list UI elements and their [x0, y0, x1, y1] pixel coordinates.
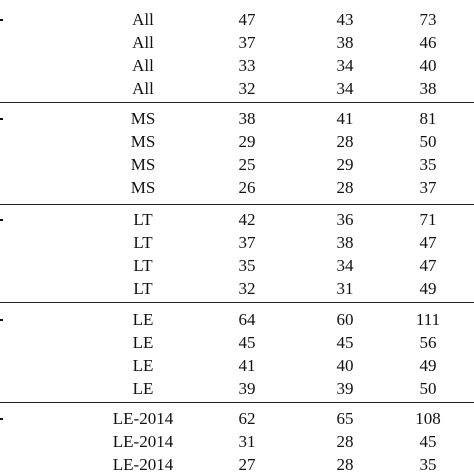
method-cell: LE-2014 — [112, 409, 174, 428]
value-cell-1: 47 — [238, 10, 256, 29]
table-group-lt — [0, 208, 474, 300]
value-cell-2: 34 — [336, 256, 354, 275]
table-group-le — [0, 308, 474, 400]
row-marker — [0, 219, 3, 221]
table-row — [0, 331, 474, 354]
method-cell: MS — [130, 132, 156, 151]
group-divider — [0, 102, 474, 103]
value-cell-2: 38 — [336, 33, 354, 52]
method-cell: LT — [133, 233, 153, 252]
value-cell-3: 49 — [419, 356, 437, 375]
table-group-le-2014 — [0, 407, 474, 474]
value-cell-1: 37 — [238, 33, 256, 52]
table-row — [0, 208, 474, 231]
value-cell-2: 40 — [336, 356, 354, 375]
table-row — [0, 8, 474, 31]
value-cell-2: 28 — [336, 455, 354, 474]
value-cell-1: 26 — [238, 178, 256, 197]
method-cell: LE-2014 — [112, 432, 174, 451]
method-cell: LE — [132, 310, 154, 329]
value-cell-1: 32 — [238, 279, 256, 298]
method-cell: LE-2014 — [112, 455, 174, 474]
value-cell-3: 37 — [419, 178, 437, 197]
value-cell-3: 111 — [415, 310, 441, 329]
method-cell: LE — [132, 379, 154, 398]
value-cell-3: 73 — [419, 10, 437, 29]
value-cell-2: 36 — [336, 210, 354, 229]
value-cell-2: 60 — [336, 310, 354, 329]
group-divider — [0, 402, 474, 403]
table-row — [0, 231, 474, 254]
table-row — [0, 377, 474, 400]
value-cell-3: 108 — [415, 409, 441, 428]
row-marker — [0, 319, 3, 321]
method-cell: All — [132, 56, 154, 75]
value-cell-3: 50 — [419, 132, 437, 151]
table-row — [0, 354, 474, 377]
table-row — [0, 430, 474, 453]
value-cell-2: 31 — [336, 279, 354, 298]
value-cell-1: 41 — [238, 356, 256, 375]
value-cell-3: 47 — [419, 233, 437, 252]
value-cell-1: 62 — [238, 409, 256, 428]
group-divider — [0, 302, 474, 303]
value-cell-2: 38 — [336, 233, 354, 252]
method-cell: LT — [133, 279, 153, 298]
row-marker — [0, 118, 3, 120]
value-cell-1: 27 — [238, 455, 256, 474]
table-row — [0, 277, 474, 300]
value-cell-2: 29 — [336, 155, 354, 174]
value-cell-2: 39 — [336, 379, 354, 398]
method-cell: All — [132, 10, 154, 29]
table-row — [0, 31, 474, 54]
value-cell-2: 65 — [336, 409, 354, 428]
value-cell-2: 41 — [336, 109, 354, 128]
method-cell: LE — [132, 333, 154, 352]
method-cell: All — [132, 33, 154, 52]
table-row — [0, 153, 474, 176]
value-cell-1: 42 — [238, 210, 256, 229]
value-cell-3: 71 — [419, 210, 437, 229]
table-row — [0, 308, 474, 331]
table-row — [0, 453, 474, 474]
value-cell-3: 47 — [419, 256, 437, 275]
value-cell-2: 34 — [336, 56, 354, 75]
value-cell-3: 50 — [419, 379, 437, 398]
value-cell-3: 35 — [419, 455, 437, 474]
value-cell-1: 64 — [238, 310, 256, 329]
value-cell-2: 45 — [336, 333, 354, 352]
value-cell-2: 28 — [336, 132, 354, 151]
table-row — [0, 107, 474, 130]
value-cell-1: 32 — [238, 79, 256, 98]
value-cell-1: 38 — [238, 109, 256, 128]
group-divider — [0, 204, 474, 205]
value-cell-3: 46 — [419, 33, 437, 52]
method-cell: LE — [132, 356, 154, 375]
value-cell-3: 81 — [419, 109, 437, 128]
method-cell: MS — [130, 109, 156, 128]
value-cell-1: 35 — [238, 256, 256, 275]
value-cell-3: 40 — [419, 56, 437, 75]
value-cell-2: 28 — [336, 178, 354, 197]
table-row — [0, 254, 474, 277]
value-cell-3: 56 — [419, 333, 437, 352]
method-cell: LT — [133, 210, 153, 229]
table-row — [0, 54, 474, 77]
table-row — [0, 407, 474, 430]
table-group-all — [0, 8, 474, 100]
value-cell-1: 39 — [238, 379, 256, 398]
row-marker — [0, 418, 3, 420]
value-cell-2: 28 — [336, 432, 354, 451]
value-cell-1: 31 — [238, 432, 256, 451]
value-cell-1: 37 — [238, 233, 256, 252]
value-cell-2: 34 — [336, 79, 354, 98]
table-row — [0, 77, 474, 100]
method-cell: MS — [130, 178, 156, 197]
value-cell-3: 45 — [419, 432, 437, 451]
value-cell-1: 33 — [238, 56, 256, 75]
value-cell-1: 29 — [238, 132, 256, 151]
value-cell-1: 45 — [238, 333, 256, 352]
table-row — [0, 130, 474, 153]
table-group-ms — [0, 107, 474, 199]
value-cell-2: 43 — [336, 10, 354, 29]
value-cell-1: 25 — [238, 155, 256, 174]
method-cell: MS — [130, 155, 156, 174]
value-cell-3: 38 — [419, 79, 437, 98]
table-row — [0, 176, 474, 199]
row-marker — [0, 19, 3, 21]
value-cell-3: 35 — [419, 155, 437, 174]
value-cell-3: 49 — [419, 279, 437, 298]
method-cell: All — [132, 79, 154, 98]
method-cell: LT — [133, 256, 153, 275]
